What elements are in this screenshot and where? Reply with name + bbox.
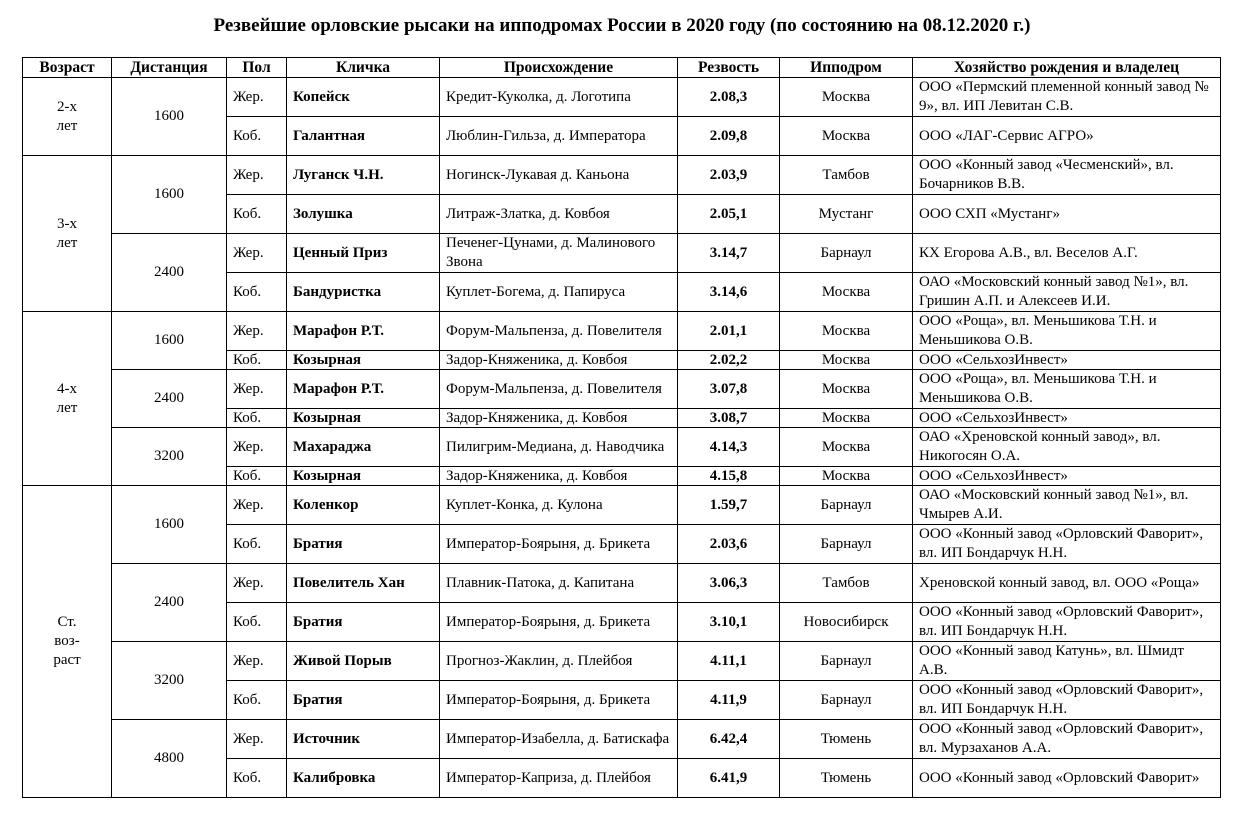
time-cell: 1.59,7	[678, 486, 780, 525]
time-cell: 3.14,6	[678, 273, 780, 312]
sex-cell: Жер.	[227, 720, 287, 759]
time-cell: 3.10,1	[678, 603, 780, 642]
track-cell: Барнаул	[780, 525, 913, 564]
sex-cell: Жер.	[227, 312, 287, 351]
time-cell: 3.14,7	[678, 234, 780, 273]
name-cell: Бандуристка	[287, 273, 440, 312]
time-cell: 4.11,1	[678, 642, 780, 681]
sex-cell: Жер.	[227, 642, 287, 681]
header-row	[23, 58, 1221, 78]
name-cell: Золушка	[287, 195, 440, 234]
distance-cell: 1600	[112, 78, 227, 156]
sex-cell: Коб.	[227, 117, 287, 156]
origin-cell: Задор-Княженика, д. Ковбоя	[440, 467, 678, 486]
sex-cell: Коб.	[227, 603, 287, 642]
owner-cell: ООО «Пермский племенной конный завод № 9», вл. ИП Левитан С.В.	[913, 78, 1221, 117]
track-cell: Тюмень	[780, 720, 913, 759]
owner-cell: ООО СХП «Мустанг»	[913, 195, 1221, 234]
header-age: Возраст	[23, 58, 112, 78]
owner-cell: ООО «ЛАГ-Сервис АГРО»	[913, 117, 1221, 156]
name-cell: Повелитель Хан	[287, 564, 440, 603]
name-cell: Калибровка	[287, 759, 440, 798]
name-cell: Козырная	[287, 467, 440, 486]
owner-cell: ООО «Конный завод «Чесменский», вл. Бочарников В.В.	[913, 156, 1221, 195]
sex-cell: Жер.	[227, 156, 287, 195]
sex-cell: Коб.	[227, 681, 287, 720]
name-cell: Ценный Приз	[287, 234, 440, 273]
name-cell: Марафон Р.Т.	[287, 312, 440, 351]
owner-cell: ООО «Конный завод Катунь», вл. Шмидт А.В.	[913, 642, 1221, 681]
distance-cell: 1600	[112, 312, 227, 370]
owner-cell: ООО «Конный завод «Орловский Фаворит», вл. ИП Бондарчук Н.Н.	[913, 681, 1221, 720]
time-cell: 2.02,2	[678, 351, 780, 370]
track-cell: Москва	[780, 467, 913, 486]
owner-cell: ОАО «Московский конный завод №1», вл. Гришин А.П. и Алексеев И.И.	[913, 273, 1221, 312]
track-cell: Барнаул	[780, 681, 913, 720]
owner-cell: ОАО «Московский конный завод №1», вл. Чмырев А.И.	[913, 486, 1221, 525]
name-cell: Источник	[287, 720, 440, 759]
name-cell: Живой Порыв	[287, 642, 440, 681]
owner-cell: ООО «СельхозИнвест»	[913, 351, 1221, 370]
owner-cell: ООО «Конный завод «Орловский Фаворит»	[913, 759, 1221, 798]
owner-cell: ООО «Роща», вл. Меньшикова Т.Н. и Меньшикова О.В.	[913, 312, 1221, 351]
track-cell: Москва	[780, 370, 913, 409]
track-cell: Москва	[780, 78, 913, 117]
sex-cell: Жер.	[227, 428, 287, 467]
time-cell: 3.08,7	[678, 409, 780, 428]
distance-cell: 3200	[112, 428, 227, 486]
owner-cell: КХ Егорова А.В., вл. Веселов А.Г.	[913, 234, 1221, 273]
header-track: Ипподром	[780, 58, 913, 78]
distance-cell: 2400	[112, 370, 227, 428]
origin-cell: Император-Каприза, д. Плейбоя	[440, 759, 678, 798]
track-cell: Мустанг	[780, 195, 913, 234]
name-cell: Махараджа	[287, 428, 440, 467]
records-table	[22, 57, 1221, 798]
origin-cell: Император-Изабелла, д. Батискафа	[440, 720, 678, 759]
table-row	[23, 312, 1221, 351]
sex-cell: Коб.	[227, 467, 287, 486]
origin-cell: Император-Боярыня, д. Брикета	[440, 603, 678, 642]
name-cell: Козырная	[287, 351, 440, 370]
distance-cell: 1600	[112, 156, 227, 234]
sex-cell: Коб.	[227, 409, 287, 428]
age-group-cell	[23, 78, 112, 156]
distance-cell: 2400	[112, 564, 227, 642]
name-cell: Братия	[287, 525, 440, 564]
track-cell: Тамбов	[780, 564, 913, 603]
name-cell: Галантная	[287, 117, 440, 156]
time-cell: 2.01,1	[678, 312, 780, 351]
time-cell: 2.08,3	[678, 78, 780, 117]
track-cell: Барнаул	[780, 234, 913, 273]
distance-cell: 3200	[112, 642, 227, 720]
document-title: Резвейшие орловские рысаки на ипподромах России в 2020 году (по состоянию на 08.12.2020 г.)	[213, 15, 1031, 36]
owner-cell: ООО «Роща», вл. Меньшикова Т.Н. и Меньшикова О.В.	[913, 370, 1221, 409]
time-cell: 4.15,8	[678, 467, 780, 486]
header-sex: Пол	[227, 58, 287, 78]
owner-cell: ОАО «Хреновской конный завод», вл. Никогосян О.А.	[913, 428, 1221, 467]
sex-cell: Коб.	[227, 525, 287, 564]
table-row	[23, 486, 1221, 525]
age-group-label: 2-х лет	[56, 98, 78, 134]
header-name: Кличка	[287, 58, 440, 78]
origin-cell: Литраж-Златка, д. Ковбоя	[440, 195, 678, 234]
age-group-label: 4-х лет	[56, 380, 78, 416]
header-owner: Хозяйство рождения и владелец	[913, 58, 1221, 78]
origin-cell: Печенег-Цунами, д. Малинового Звона	[440, 234, 678, 273]
table-row	[23, 78, 1221, 117]
age-group-label: Ст. воз- раст	[53, 614, 81, 668]
table-row	[23, 428, 1221, 467]
origin-cell: Куплет-Богема, д. Папируса	[440, 273, 678, 312]
owner-cell: ООО «Конный завод «Орловский Фаворит», вл. ИП Бондарчук Н.Н.	[913, 603, 1221, 642]
time-cell: 3.06,3	[678, 564, 780, 603]
owner-cell: ООО «СельхозИнвест»	[913, 409, 1221, 428]
track-cell: Москва	[780, 312, 913, 351]
track-cell: Москва	[780, 428, 913, 467]
age-group-cell	[23, 156, 112, 312]
track-cell: Москва	[780, 117, 913, 156]
sex-cell: Коб.	[227, 195, 287, 234]
header-origin: Происхождение	[440, 58, 678, 78]
table-row	[23, 642, 1221, 681]
origin-cell: Куплет-Конка, д. Кулона	[440, 486, 678, 525]
track-cell: Новосибирск	[780, 603, 913, 642]
origin-cell: Люблин-Гильза, д. Императора	[440, 117, 678, 156]
owner-cell: ООО «Конный завод «Орловский Фаворит», вл. ИП Бондарчук Н.Н.	[913, 525, 1221, 564]
sex-cell: Жер.	[227, 486, 287, 525]
origin-cell: Плавник-Патока, д. Капитана	[440, 564, 678, 603]
table-row	[23, 720, 1221, 759]
owner-cell: Хреновской конный завод, вл. ООО «Роща»	[913, 564, 1221, 603]
table-row	[23, 564, 1221, 603]
owner-cell: ООО «СельхозИнвест»	[913, 467, 1221, 486]
time-cell: 2.03,6	[678, 525, 780, 564]
age-group-cell	[23, 486, 112, 798]
time-cell: 6.42,4	[678, 720, 780, 759]
table-row	[23, 234, 1221, 273]
time-cell: 2.03,9	[678, 156, 780, 195]
origin-cell: Кредит-Куколка, д. Логотипа	[440, 78, 678, 117]
track-cell: Тамбов	[780, 156, 913, 195]
time-cell: 2.05,1	[678, 195, 780, 234]
owner-cell: ООО «Конный завод «Орловский Фаворит», вл. Мурзаханов А.А.	[913, 720, 1221, 759]
time-cell: 4.14,3	[678, 428, 780, 467]
origin-cell: Ногинск-Лукавая д. Каньона	[440, 156, 678, 195]
time-cell: 4.11,9	[678, 681, 780, 720]
track-cell: Тюмень	[780, 759, 913, 798]
sex-cell: Жер.	[227, 78, 287, 117]
header-time: Резвость	[678, 58, 780, 78]
origin-cell: Форум-Мальпенза, д. Повелителя	[440, 370, 678, 409]
sex-cell: Жер.	[227, 234, 287, 273]
name-cell: Братия	[287, 681, 440, 720]
origin-cell: Задор-Княженика, д. Ковбоя	[440, 351, 678, 370]
sex-cell: Жер.	[227, 564, 287, 603]
origin-cell: Задор-Княженика, д. Ковбоя	[440, 409, 678, 428]
sex-cell: Коб.	[227, 759, 287, 798]
age-group-label: 3-х лет	[56, 215, 78, 251]
table-row	[23, 370, 1221, 409]
name-cell: Козырная	[287, 409, 440, 428]
track-cell: Барнаул	[780, 486, 913, 525]
time-cell: 3.07,8	[678, 370, 780, 409]
track-cell: Барнаул	[780, 642, 913, 681]
origin-cell: Император-Боярыня, д. Брикета	[440, 525, 678, 564]
header-distance: Дистанция	[112, 58, 227, 78]
distance-cell: 4800	[112, 720, 227, 798]
origin-cell: Император-Боярыня, д. Брикета	[440, 681, 678, 720]
origin-cell: Форум-Мальпенза, д. Повелителя	[440, 312, 678, 351]
table-row	[23, 156, 1221, 195]
time-cell: 2.09,8	[678, 117, 780, 156]
sex-cell: Коб.	[227, 351, 287, 370]
sex-cell: Жер.	[227, 370, 287, 409]
track-cell: Москва	[780, 351, 913, 370]
age-group-cell	[23, 312, 112, 486]
name-cell: Марафон Р.Т.	[287, 370, 440, 409]
name-cell: Братия	[287, 603, 440, 642]
track-cell: Москва	[780, 273, 913, 312]
origin-cell: Прогноз-Жаклин, д. Плейбоя	[440, 642, 678, 681]
name-cell: Луганск Ч.Н.	[287, 156, 440, 195]
name-cell: Копейск	[287, 78, 440, 117]
time-cell: 6.41,9	[678, 759, 780, 798]
origin-cell: Пилигрим-Медиана, д. Наводчика	[440, 428, 678, 467]
track-cell: Москва	[780, 409, 913, 428]
distance-cell: 2400	[112, 234, 227, 312]
sex-cell: Коб.	[227, 273, 287, 312]
name-cell: Коленкор	[287, 486, 440, 525]
distance-cell: 1600	[112, 486, 227, 564]
